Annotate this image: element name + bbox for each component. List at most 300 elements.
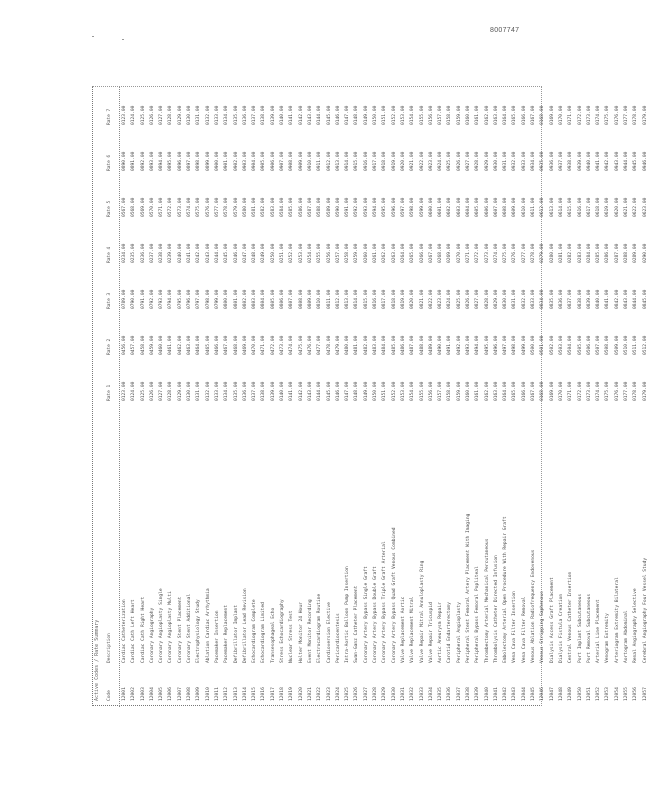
cell-rate-6: 0919.00	[391, 151, 397, 171]
cell-rate-3: 0795.00	[177, 289, 183, 309]
table-row	[129, 87, 138, 707]
header-rate-4: Rate 4	[107, 246, 112, 263]
cell-rate-1: 0152.00	[391, 381, 397, 401]
cell-rate-7: 0165.00	[512, 105, 518, 125]
table-row	[483, 87, 492, 707]
table-row	[371, 87, 380, 707]
cell-rate-7: 0140.00	[280, 105, 286, 125]
cell-rate-2: 0495.00	[484, 335, 490, 355]
cell-rate-3: 0807.00	[289, 289, 295, 309]
cell-rate-4: 0241.00	[187, 243, 193, 263]
cell-rate-5: 0568.00	[131, 197, 137, 217]
cell-rate-7: 0176.00	[614, 105, 620, 125]
cell-rate-2: 0507.00	[596, 335, 602, 355]
cell-code: 12001	[122, 687, 127, 701]
cell-rate-6: 0907.00	[280, 151, 286, 171]
cell-rate-7: 0166.00	[521, 105, 527, 125]
cell-rate-3: 0808.00	[298, 289, 304, 309]
table-sheet	[93, 87, 648, 707]
scan-speck	[92, 36, 94, 37]
cell-code: 12003	[140, 687, 146, 701]
cell-rate-4: 0237.00	[149, 243, 155, 263]
table-row	[241, 87, 250, 707]
cell-code: 12021	[307, 687, 313, 701]
cell-rate-4: 0287.00	[614, 243, 620, 263]
cell-code: 12009	[196, 687, 202, 701]
cell-rate-5: 0587.00	[307, 197, 313, 217]
cell-rate-4: 0269.00	[447, 243, 453, 263]
cell-rate-7: 0123.00	[122, 105, 127, 125]
cell-rate-1: 0177.00	[624, 381, 630, 401]
cell-code: 12040	[484, 687, 490, 701]
table-row	[315, 87, 324, 707]
cell-description: Defibrillator Lead Revision	[242, 588, 248, 663]
cell-rate-4: 0275.00	[503, 243, 509, 263]
cell-rate-1: 0149.00	[363, 381, 369, 401]
cell-rate-5: 0586.00	[298, 197, 304, 217]
cell-rate-5: 0578.00	[224, 197, 230, 217]
cell-code: 12014	[242, 687, 248, 701]
cell-description: Coronary Artery Bypass Triple Graft Arterial	[382, 541, 388, 663]
cell-rate-6: 0920.00	[400, 151, 406, 171]
cell-rate-7: 0163.00	[493, 105, 499, 125]
table-row	[520, 87, 529, 707]
cell-rate-5: 0589.00	[326, 197, 332, 217]
cell-rate-2: 0497.00	[503, 335, 509, 355]
cell-rate-1: 0140.00	[280, 381, 286, 401]
cell-rate-3: 0816.00	[373, 289, 379, 309]
cell-rate-7: 0169.00	[549, 105, 555, 125]
cell-description: Arteriogram Extremity Bilateral	[614, 577, 620, 663]
cell-rate-1: 0150.00	[373, 381, 379, 401]
table-row	[222, 87, 231, 707]
cell-code: 12032	[410, 687, 416, 701]
cell-description: Coronary Artery Bypass Quad Graft Venous Combined	[391, 527, 397, 663]
cell-description: Venous Stripping Saphenous	[540, 591, 546, 663]
cell-rate-5: 0596.00	[391, 197, 397, 217]
table-row	[176, 87, 185, 707]
cell-rate-4: 0250.00	[270, 243, 276, 263]
table-row	[557, 87, 566, 707]
cell-rate-7: 0147.00	[345, 105, 351, 125]
cell-rate-1: 0123.00	[122, 381, 127, 401]
cell-rate-4: 0243.00	[205, 243, 211, 263]
cell-rate-1: 0128.00	[168, 381, 174, 401]
cell-rate-3: 0806.00	[280, 289, 286, 309]
cell-rate-6: 0902.00	[233, 151, 239, 171]
cell-rate-1: 0144.00	[317, 381, 323, 401]
cell-rate-3: 0835.00	[549, 289, 555, 309]
cell-rate-1: 0134.00	[224, 381, 230, 401]
cell-rate-3: 0798.00	[205, 289, 211, 309]
table-row	[585, 87, 594, 707]
cell-code: 12006	[168, 687, 174, 701]
cell-description: Coronary Angioplasty Multi	[168, 591, 174, 663]
table-row	[418, 87, 427, 707]
cell-code: 12015	[252, 687, 258, 701]
header-rate-2: Rate 2	[107, 338, 112, 355]
cell-rate-4: 0239.00	[168, 243, 174, 263]
cell-rate-3: 0799.00	[214, 289, 220, 309]
table-row	[213, 87, 222, 707]
cell-description: Cardiac Catheterization	[122, 599, 127, 663]
cell-rate-1: 0166.00	[521, 381, 527, 401]
cell-rate-5: 0611.00	[531, 197, 537, 217]
table-row	[250, 87, 259, 707]
cell-rate-7: 0179.00	[642, 105, 648, 125]
table-row	[529, 87, 538, 707]
cell-rate-1: 0160.00	[465, 381, 471, 401]
cell-description: Transesophageal Echo	[270, 607, 276, 663]
cell-rate-2: 0470.00	[252, 335, 258, 355]
cell-rate-6: 0942.00	[605, 151, 611, 171]
cell-rate-6: 0900.00	[214, 151, 220, 171]
header-rate-1: Rate 1	[107, 384, 112, 401]
cell-rate-5: 0591.00	[345, 197, 351, 217]
cell-description: Event Monitor Recording	[307, 599, 313, 663]
header-code: Code	[107, 690, 112, 701]
cell-rate-3: 0840.00	[596, 289, 602, 309]
header-rate-6: Rate 6	[107, 154, 112, 171]
cell-rate-4: 0289.00	[633, 243, 639, 263]
cell-description: Coronary Stent Additional	[187, 593, 193, 663]
cell-description: Arterial Line Placement	[596, 599, 602, 663]
cell-rate-3: 0817.00	[382, 289, 388, 309]
cell-rate-4: 0255.00	[317, 243, 323, 263]
cell-rate-5: 0572.00	[168, 197, 174, 217]
cell-rate-5: 0606.00	[484, 197, 490, 217]
cell-description: Coronary Angioplasty Single	[159, 588, 165, 663]
cell-rate-3: 0814.00	[354, 289, 360, 309]
cell-rate-3: 0837.00	[568, 289, 574, 309]
cell-rate-7: 0173.00	[586, 105, 592, 125]
cell-rate-4: 0258.00	[345, 243, 351, 263]
cell-rate-1: 0138.00	[261, 381, 267, 401]
cell-description: Pericardiocentesis	[335, 613, 341, 663]
cell-code: 12007	[177, 687, 183, 701]
cell-description: Cardiac Cath Left Heart	[131, 599, 137, 663]
cell-rate-2: 0484.00	[382, 335, 388, 355]
table-row	[548, 87, 557, 707]
cell-rate-1: 0165.00	[512, 381, 518, 401]
cell-rate-4: 0281.00	[558, 243, 564, 263]
cell-rate-6: 0910.00	[307, 151, 313, 171]
cell-rate-7: 0141.00	[289, 105, 295, 125]
cell-description: Nuclear Stress Test	[289, 610, 295, 663]
cell-rate-6: 0925.00	[447, 151, 453, 171]
cell-rate-2: 0492.00	[456, 335, 462, 355]
cell-rate-3: 0843.00	[624, 289, 630, 309]
cell-rate-3: 0794.00	[168, 289, 174, 309]
cell-rate-3: 0800.00	[224, 289, 230, 309]
cell-description: Carotid Endarterectomy	[447, 602, 453, 663]
cell-code: 12002	[131, 687, 137, 701]
cell-rate-6: 0946.00	[642, 151, 648, 171]
cell-rate-7: 0159.00	[456, 105, 462, 125]
cell-rate-1: 0130.00	[187, 381, 193, 401]
cell-rate-6: 0927.00	[465, 151, 471, 171]
cell-rate-3: 0832.00	[521, 289, 527, 309]
cell-rate-7: 0157.00	[438, 105, 444, 125]
cell-rate-5: 0574.00	[187, 197, 193, 217]
cell-rate-7: 0155.00	[419, 105, 425, 125]
cell-description: Dialysis Fistula Creation	[558, 593, 564, 663]
cell-rate-3: 0793.00	[159, 289, 165, 309]
cell-rate-5: 0575.00	[196, 197, 202, 217]
cell-rate-7: 0158.00	[447, 105, 453, 125]
table-row	[157, 87, 166, 707]
cell-rate-3: 0792.00	[149, 289, 155, 309]
cell-rate-4: 0256.00	[326, 243, 332, 263]
cell-description: Swan-Ganz Catheter Placement	[354, 585, 360, 663]
cell-rate-5: 0585.00	[289, 197, 295, 217]
table-row	[306, 87, 315, 707]
cell-rate-7: 0128.00	[168, 105, 174, 125]
cell-rate-7: 0127.00	[159, 105, 165, 125]
cell-code: 12051	[586, 687, 592, 701]
cell-rate-6: 0941.00	[596, 151, 602, 171]
cell-rate-6: 0901.00	[224, 151, 230, 171]
cell-rate-6: 0895.00	[168, 151, 174, 171]
cell-description: Coronary Artery Bypass Single Graft	[363, 566, 369, 663]
cell-rate-5: 0579.00	[233, 197, 239, 217]
cell-rate-4: 0278.00	[531, 243, 537, 263]
cell-rate-2: 0476.00	[307, 335, 313, 355]
cell-code: 12008	[187, 687, 193, 701]
cell-code: 12030	[391, 687, 397, 701]
cell-rate-7: 0167.00	[531, 105, 537, 125]
cell-code: 12017	[270, 687, 276, 701]
cell-rate-6: 0909.00	[298, 151, 304, 171]
cell-rate-5: 0620.00	[614, 197, 620, 217]
cell-rate-7: 0164.00	[503, 105, 509, 125]
cell-description: Coronary Artery Bypass Double Graft	[373, 566, 379, 663]
cell-rate-2: 0462.00	[177, 335, 183, 355]
cell-rate-2: 0511.00	[633, 335, 639, 355]
cell-rate-4: 0265.00	[410, 243, 416, 263]
cell-rate-3: 0830.00	[503, 289, 509, 309]
cell-rate-1: 0132.00	[205, 381, 211, 401]
cell-rate-5: 0612.00	[540, 197, 546, 217]
cell-rate-2: 0510.00	[624, 335, 630, 355]
cell-rate-5: 0569.00	[140, 197, 146, 217]
cell-description: Valve Repair Mitral Annuloplasty Ring	[419, 560, 425, 663]
cell-rate-7: 0135.00	[233, 105, 239, 125]
cell-rate-2: 0460.00	[159, 335, 165, 355]
cell-rate-1: 0171.00	[568, 381, 574, 401]
cell-rate-3: 0838.00	[577, 289, 583, 309]
cell-description: Cerebral Angiography Four Vessel Study	[642, 557, 648, 663]
cell-code: 12029	[382, 687, 388, 701]
cell-rate-2: 0500.00	[531, 335, 537, 355]
cell-rate-5: 0593.00	[363, 197, 369, 217]
cell-rate-2: 0496.00	[493, 335, 499, 355]
table-row	[139, 87, 148, 707]
cell-rate-6: 0922.00	[419, 151, 425, 171]
cell-rate-2: 0502.00	[549, 335, 555, 355]
cell-rate-6: 0913.00	[335, 151, 341, 171]
cell-code: 12035	[438, 687, 444, 701]
cell-rate-2: 0487.00	[410, 335, 416, 355]
cell-rate-7: 0154.00	[410, 105, 416, 125]
table-body	[120, 87, 650, 707]
cell-description: Echocardiogram Complete	[252, 599, 258, 663]
cell-rate-1: 0159.00	[456, 381, 462, 401]
cell-description: Valve Repair Tricuspid	[428, 602, 434, 663]
cell-rate-6: 0908.00	[289, 151, 295, 171]
cell-rate-2: 0467.00	[224, 335, 230, 355]
cell-description: Aortic Aneurysm Repair	[438, 602, 444, 663]
cell-code: 12044	[521, 687, 527, 701]
cell-rate-4: 0267.00	[428, 243, 434, 263]
cell-rate-1: 0161.00	[475, 381, 481, 401]
cell-description: Port Implant Subcutaneous	[577, 593, 583, 663]
table-row	[194, 87, 203, 707]
cell-rate-6: 0896.00	[177, 151, 183, 171]
cell-rate-2: 0491.00	[447, 335, 453, 355]
cell-description: Venogram Extremity	[605, 613, 611, 663]
cell-rate-5: 0607.00	[493, 197, 499, 217]
cell-rate-6: 0916.00	[363, 151, 369, 171]
cell-code: 12055	[624, 687, 630, 701]
cell-rate-2: 0464.00	[196, 335, 202, 355]
cell-rate-5: 0598.00	[410, 197, 416, 217]
cell-code: 12037	[456, 687, 462, 701]
cell-rate-6: 0943.00	[614, 151, 620, 171]
cell-rate-5: 0616.00	[577, 197, 583, 217]
cell-rate-5: 0571.00	[159, 197, 165, 217]
cell-rate-2: 0488.00	[419, 335, 425, 355]
cell-description: Coronary Stent Placement	[177, 596, 183, 663]
cell-rate-1: 0157.00	[438, 381, 444, 401]
cell-rate-5: 0601.00	[438, 197, 444, 217]
cell-rate-6: 0929.00	[484, 151, 490, 171]
cell-rate-5: 0594.00	[373, 197, 379, 217]
cell-rate-2: 0512.00	[642, 335, 648, 355]
table-row	[380, 87, 389, 707]
cell-rate-7: 0131.00	[196, 105, 202, 125]
cell-description: Echocardiogram Limited	[261, 602, 267, 663]
cell-rate-7: 0177.00	[624, 105, 630, 125]
cell-rate-3: 0819.00	[400, 289, 406, 309]
cell-code: 12033	[419, 687, 425, 701]
cell-description: Vena Cava Filter Removal	[521, 596, 527, 663]
cell-rate-6: 0915.00	[354, 151, 360, 171]
cell-rate-3: 0791.00	[140, 289, 146, 309]
cell-code: 12045	[531, 687, 537, 701]
cell-rate-7: 0161.00	[475, 105, 481, 125]
page-number: 8007747	[490, 27, 520, 34]
cell-description: Peripheral Angioplasty	[456, 602, 462, 663]
cell-rate-5: 0577.00	[214, 197, 220, 217]
rotated-data-table	[92, 86, 648, 706]
cell-rate-4: 0271.00	[465, 243, 471, 263]
table-row	[185, 87, 194, 707]
cell-rate-5: 0609.00	[512, 197, 518, 217]
cell-rate-7: 0156.00	[428, 105, 434, 125]
cell-rate-5: 0617.00	[586, 197, 592, 217]
cell-rate-3: 0802.00	[242, 289, 248, 309]
cell-rate-1: 0170.00	[558, 381, 564, 401]
cell-rate-4: 0290.00	[642, 243, 648, 263]
cell-rate-4: 0244.00	[214, 243, 220, 263]
cell-rate-5: 0614.00	[558, 197, 564, 217]
cell-rate-3: 0809.00	[307, 289, 313, 309]
cell-rate-5: 0622.00	[633, 197, 639, 217]
cell-rate-6: 0930.00	[493, 151, 499, 171]
cell-rate-3: 0790.00	[131, 289, 137, 309]
cell-rate-4: 0282.00	[568, 243, 574, 263]
cell-rate-5: 0595.00	[382, 197, 388, 217]
cell-rate-7: 0171.00	[568, 105, 574, 125]
cell-rate-4: 0268.00	[438, 243, 444, 263]
cell-rate-3: 0818.00	[391, 289, 397, 309]
cell-rate-5: 0618.00	[596, 197, 602, 217]
cell-rate-4: 0279.00	[540, 243, 546, 263]
cell-rate-3: 0841.00	[605, 289, 611, 309]
cell-rate-3: 0803.00	[252, 289, 258, 309]
cell-rate-5: 0610.00	[521, 197, 527, 217]
cell-rate-4: 0288.00	[624, 243, 630, 263]
cell-code: 12057	[642, 687, 648, 701]
cell-rate-2: 0503.00	[558, 335, 564, 355]
cell-rate-7: 0151.00	[382, 105, 388, 125]
table-row	[445, 87, 454, 707]
cell-rate-1: 0175.00	[605, 381, 611, 401]
cell-code: 12027	[363, 687, 369, 701]
cell-rate-1: 0137.00	[252, 381, 258, 401]
cell-rate-4: 0235.00	[131, 243, 137, 263]
cell-rate-6: 0921.00	[410, 151, 416, 171]
cell-code: 12043	[512, 687, 518, 701]
cell-rate-6: 0924.00	[438, 151, 444, 171]
cell-rate-4: 0249.00	[261, 243, 267, 263]
cell-rate-7: 0146.00	[335, 105, 341, 125]
cell-rate-3: 0812.00	[335, 289, 341, 309]
cell-rate-4: 0259.00	[354, 243, 360, 263]
cell-rate-4: 0280.00	[549, 243, 555, 263]
cell-rate-1: 0135.00	[233, 381, 239, 401]
cell-description: Central Venous Catheter Insertion	[568, 571, 574, 663]
cell-rate-2: 0474.00	[289, 335, 295, 355]
cell-rate-7: 0136.00	[242, 105, 248, 125]
table-row	[148, 87, 157, 707]
cell-description: Dialysis Access Graft Placement	[549, 577, 555, 663]
cell-rate-1: 0172.00	[577, 381, 583, 401]
cell-rate-2: 0478.00	[326, 335, 332, 355]
cell-description: Holter Monitor 24 Hour	[298, 602, 304, 663]
cell-code: 12053	[605, 687, 611, 701]
cell-rate-6: 0917.00	[373, 151, 379, 171]
table-row	[259, 87, 268, 707]
cell-code: 12012	[224, 687, 230, 701]
cell-code: 12023	[326, 687, 332, 701]
cell-rate-1: 0168.00	[540, 381, 546, 401]
cell-rate-5: 0576.00	[205, 197, 211, 217]
cell-code: 12039	[475, 687, 481, 701]
cell-rate-1: 0148.00	[354, 381, 360, 401]
table-row	[408, 87, 417, 707]
cell-rate-6: 0903.00	[242, 151, 248, 171]
cell-rate-2: 0506.00	[586, 335, 592, 355]
cell-rate-6: 0918.00	[382, 151, 388, 171]
cell-rate-4: 0246.00	[233, 243, 239, 263]
cell-rate-2: 0499.00	[521, 335, 527, 355]
cell-description: Embolectomy Arterial Open Procedure With Repair Graft	[503, 516, 509, 663]
cell-rate-5: 0605.00	[475, 197, 481, 217]
cell-code: 12047	[549, 687, 555, 701]
cell-code: 12056	[633, 687, 639, 701]
